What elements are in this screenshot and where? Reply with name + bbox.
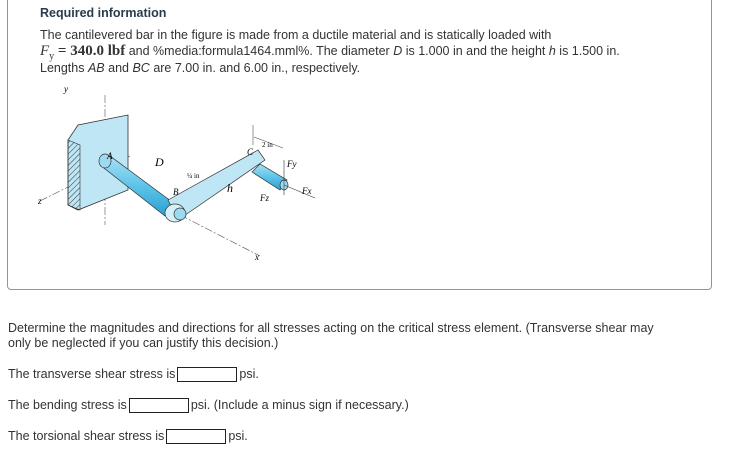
section-title: Required information — [40, 6, 167, 20]
offset-label: 2 in — [262, 141, 273, 149]
axis-y-label: y — [64, 84, 68, 94]
answer-row-torsional-shear — [8, 428, 248, 444]
answer-unit: psi. — [239, 367, 259, 381]
point-a-label: A — [107, 151, 113, 161]
intro-line-2: $F_y = 340.0$ lbf and %media:formula1464.mml%. The diameter D is 1.000 in and the height h is 1.500 in. — [40, 43, 620, 62]
torsional-shear-input[interactable] — [166, 429, 226, 444]
question-prompt-2: only be neglected if you can justify this decision.) — [8, 336, 279, 350]
point-c-label: C — [247, 147, 254, 157]
force-fz-label: Fz — [260, 193, 269, 203]
answer-row-transverse-shear — [8, 366, 259, 382]
intro-line-1: The cantilevered bar in the figure is made from a ductile material and is statically loaded with — [40, 28, 552, 42]
answer-row-bending — [8, 397, 409, 413]
cantilever-figure — [40, 80, 340, 270]
question-prompt: Determine the magnitudes and directions for all stresses acting on the critical stress element. (Transverse shear may — [8, 321, 654, 335]
height-label: h — [227, 181, 233, 195]
answer-label: The transverse shear stress is — [8, 367, 176, 381]
answer-unit: psi. — [228, 429, 248, 443]
answer-unit: psi. (Include a minus sign if necessary.) — [190, 398, 409, 412]
thickness-label: ¼ in — [187, 172, 200, 180]
diameter-label: D — [155, 155, 164, 169]
intro-line-3: Lengths AB and BC are 7.00 in. and 6.00 in., respectively. — [40, 61, 361, 75]
answer-label: The torsional shear stress is — [8, 429, 165, 443]
transverse-shear-input[interactable] — [177, 367, 237, 382]
bending-stress-input[interactable] — [129, 398, 189, 413]
point-b-label: B — [173, 187, 179, 197]
force-fx-label: Fx — [302, 186, 312, 196]
axis-x-label: x — [255, 252, 259, 262]
axis-z-label: z — [38, 196, 42, 206]
force-fy-label: Fy — [287, 159, 297, 169]
answer-label: The bending stress is — [8, 398, 127, 412]
